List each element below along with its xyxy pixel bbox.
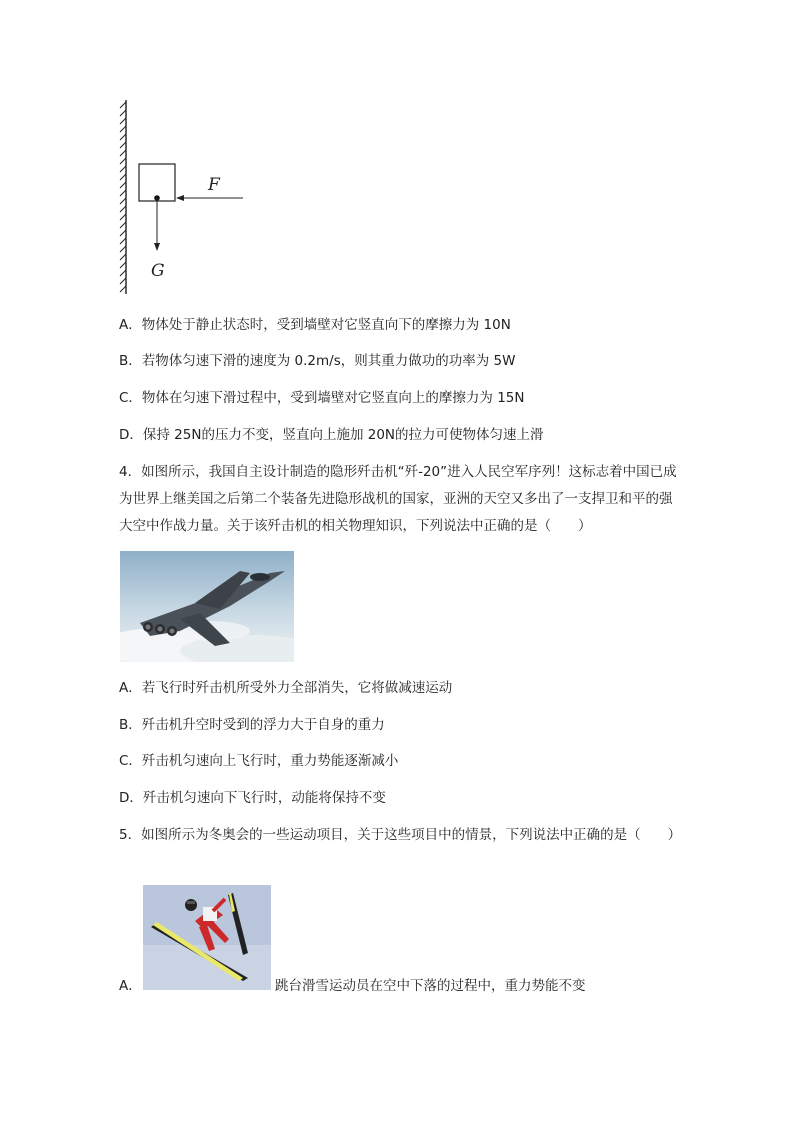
q3-option-c: C．物体在匀速下滑过程中，受到墙壁对它竖直向上的摩擦力为 15N [119, 390, 525, 406]
q4-option-d: D．歼击机匀速向下飞行时，动能将保持不变 [119, 790, 386, 806]
force-f-label: F [208, 175, 220, 195]
q5-option-a-letter: A． [119, 978, 142, 994]
q3-option-b: B．若物体匀速下滑的速度为 0.2m/s，则其重力做功的功率为 5W [119, 353, 516, 369]
q5-stem: 5．如图所示为冬奥会的一些运动项目，关于这些项目中的情景，下列说法中正确的是（ ） [119, 827, 682, 843]
q4-stem: 4．如图所示，我国自主设计制造的隐形歼击机“歼-20”进入人民空军序列！这标志着中国已成为世界上继美国之后第二个装备先进隐形战机的国家，亚洲的天空又多出了一支捍卫和平的强大空中作战力量。关于该歼击机的相关物理知识，下列说法中正确的是（ ） [119, 464, 677, 534]
wall-hatching [120, 100, 126, 294]
q5-option-a-text: 跳台滑雪运动员在空中下落的过程中，重力势能不变 [275, 978, 586, 994]
jet-fighter-photo [120, 551, 294, 662]
ski-jumper-photo [143, 885, 271, 990]
q4-option-c: C．歼击机匀速向上飞行时，重力势能逐渐减小 [119, 753, 399, 769]
q4-option-b: B．歼击机升空时受到的浮力大于自身的重力 [119, 717, 385, 733]
q4-option-a: A．若飞行时歼击机所受外力全部消失，它将做减速运动 [119, 680, 453, 696]
gravity-label: G [151, 261, 165, 281]
gravity-arrowhead [154, 243, 160, 251]
q3-option-a: A．物体处于静止状态时，受到墙壁对它竖直向下的摩擦力为 10N [119, 317, 511, 333]
q3-option-d: D．保持 25N的压力不变，竖直向上施加 20N的拉力可使物体匀速上滑 [119, 427, 544, 443]
force-diagram [118, 96, 258, 301]
force-f-arrowhead [176, 195, 184, 201]
